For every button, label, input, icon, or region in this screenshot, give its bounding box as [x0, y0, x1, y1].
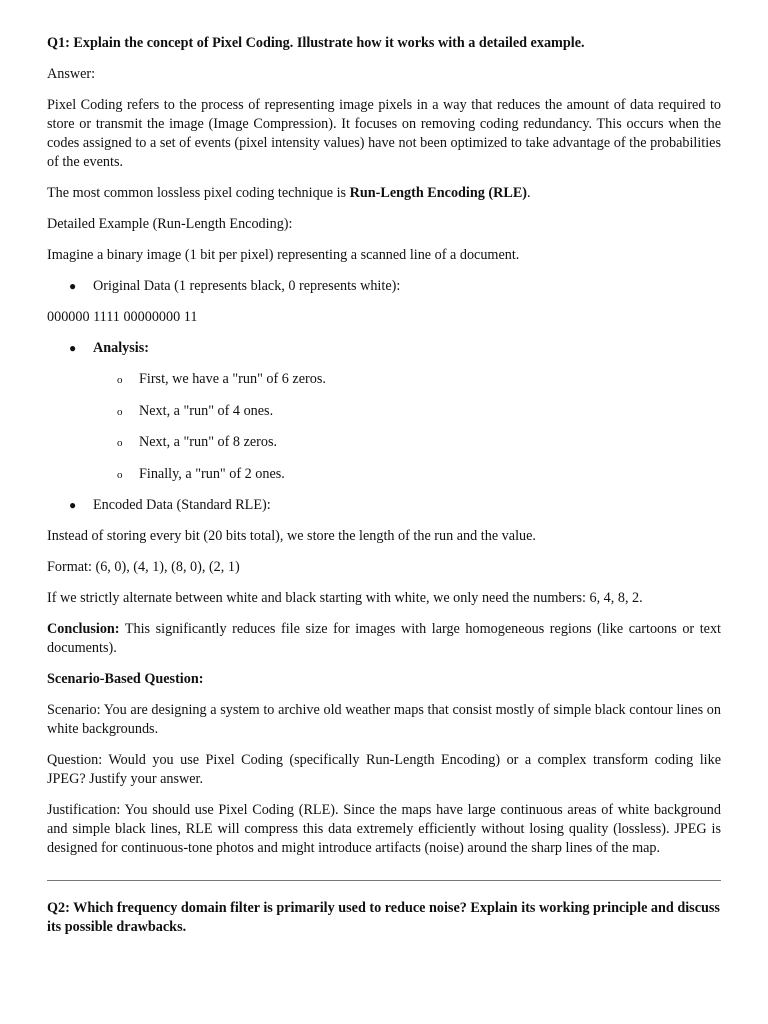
document-page — [47, 34, 721, 949]
original-data-value: 000000 1111 00000000 11 — [47, 309, 198, 325]
bullet-icon: ● — [69, 498, 77, 512]
analysis-item-text: Finally, a "run" of 2 ones. — [139, 465, 285, 482]
scenario-text: Scenario: You are designing a system to archive old weather maps that consist mostly of simple black contour lines on white backgrounds. — [47, 702, 721, 737]
pixel-coding-definition: Pixel Coding refers to the process of representing image pixels in a way that reduces the amount of data required to store or transmit the image (Image Compression). It focuses on removing coding redundancy. This occurs when the codes assigned to a set of events (pixel intensity values) have not been optimized to take advantage of the probabilities of the events. — [47, 97, 721, 170]
instead-text: Instead of storing every bit (20 bits total), we store the length of the run and the value. — [47, 528, 536, 544]
scenario-heading: Scenario-Based Question: — [47, 671, 204, 687]
circle-bullet-icon: o — [117, 437, 123, 449]
rle-term: Run-Length Encoding (RLE) — [349, 185, 528, 201]
answer-label: Answer: — [47, 66, 96, 82]
example-heading: Detailed Example (Run-Length Encoding): — [47, 216, 293, 232]
analysis-item-text: Next, a "run" of 4 ones. — [139, 402, 274, 419]
circle-bullet-icon: o — [117, 374, 123, 386]
circle-bullet-icon: o — [117, 405, 123, 418]
conclusion-text: This significantly reduces file size for images with large homogeneous regions (like cartoons or text documents). — [47, 621, 721, 656]
common-technique-prefix: The most common lossless pixel coding technique is — [47, 185, 350, 201]
common-technique — [47, 184, 721, 203]
q1-title: Q1: Explain the concept of Pixel Coding. Illustrate how it works with a detailed example. — [47, 35, 585, 51]
conclusion-label: Conclusion: — [47, 621, 120, 637]
encoded-data-label: Encoded Data (Standard RLE): — [93, 497, 271, 513]
analysis-item — [47, 433, 721, 452]
analysis-item — [47, 465, 721, 484]
analysis-item — [47, 402, 721, 421]
circle-bullet-icon: o — [117, 468, 123, 481]
question-text: Question: Would you use Pixel Coding (specifically Run-Length Encoding) or a complex transform coding like JPEG? Justify your answer. — [47, 752, 721, 787]
imagine-text: Imagine a binary image (1 bit per pixel) representing a scanned line of a document. — [47, 247, 520, 263]
analysis-bullet — [47, 339, 721, 358]
conclusion — [47, 620, 721, 658]
justification-text: Justification: You should use Pixel Coding (RLE). Since the maps have large continuous areas of white background and simple black lines, RLE will compress this data extremely efficiently without losing quality (lossless). JPEG is designed for continuous-tone photos and might introduce artifacts (noise) around the sharp lines of the map. — [47, 802, 721, 856]
analysis-item-text: Next, a "run" of 8 zeros. — [139, 434, 278, 450]
analysis-item-text: First, we have a "run" of 6 zeros. — [139, 371, 326, 387]
encoded-data-bullet — [47, 496, 721, 515]
analysis-label: Analysis: — [93, 340, 149, 356]
alternate-text: If we strictly alternate between white and black starting with white, we only need the numbers: 6, 4, 8, 2. — [47, 590, 643, 606]
bullet-icon: ● — [69, 279, 77, 293]
format-text: Format: (6, 0), (4, 1), (8, 0), (2, 1) — [47, 559, 240, 575]
common-technique-suffix: . — [527, 185, 531, 201]
bullet-icon: ● — [69, 341, 77, 355]
q2-title: Q2: Which frequency domain filter is primarily used to reduce noise? Explain its working principle and discuss its possible drawbacks. — [47, 900, 720, 935]
original-data-label: Original Data (1 represents black, 0 represents white): — [93, 278, 401, 294]
analysis-item — [47, 370, 721, 389]
section-divider — [47, 880, 721, 881]
original-data-bullet — [47, 277, 721, 296]
